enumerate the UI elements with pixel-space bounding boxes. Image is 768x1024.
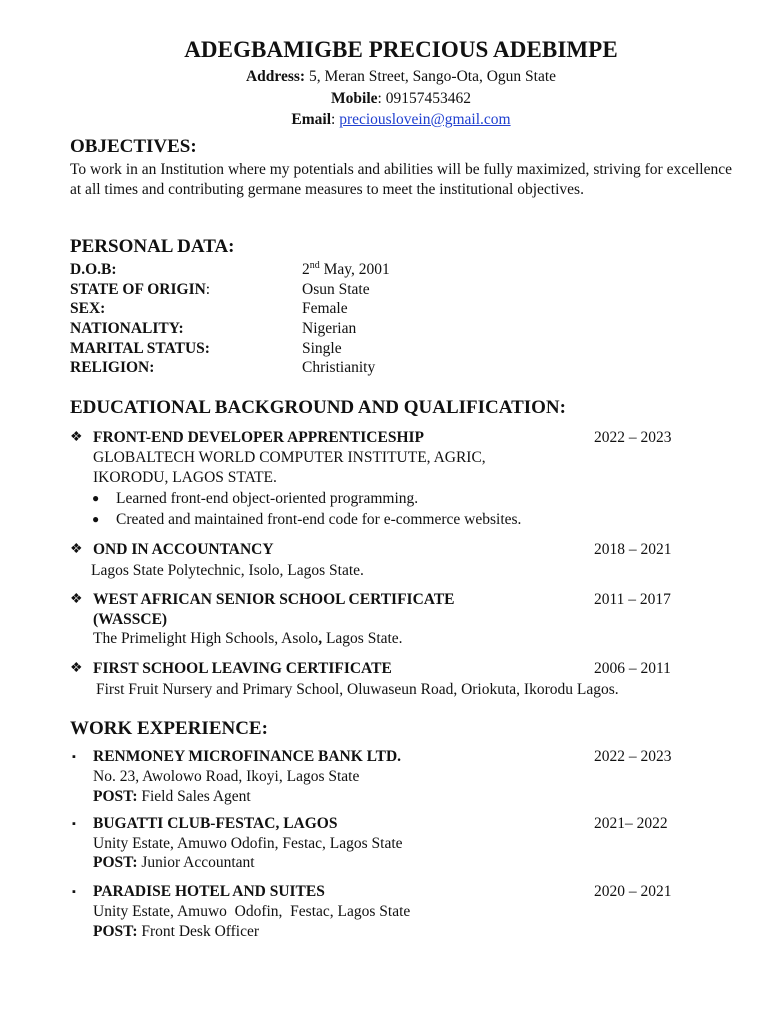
edu-item-3-years: 2011 – 2017 [594,591,671,608]
dob-day: 2 [302,261,310,278]
marital-status-label: MARITAL STATUS: [70,340,210,357]
dot-bullet-icon: ● [92,491,100,505]
square-bullet-icon: ▪ [72,886,76,898]
edu-item-3-title-2: (WASSCE) [93,611,168,628]
dob-value [302,260,390,280]
edu-item-3-comma: , [318,630,323,647]
work-experience-heading: WORK EXPERIENCE: [70,718,268,739]
job-1-address: No. 23, Awolowo Road, Ikoyi, Lagos State [93,768,360,785]
email-label: Email [291,111,332,128]
nationality-label: NATIONALITY: [70,320,184,337]
personal-data-heading: PERSONAL DATA: [70,236,235,257]
job-1-post [93,787,251,807]
email-line [0,110,768,130]
edu-item-3-line-1 [93,629,403,649]
address-line [0,67,768,87]
religion-label: RELIGION: [70,359,155,376]
state-of-origin-label-text: STATE OF ORIGIN [70,281,206,298]
square-bullet-icon: ▪ [72,751,76,763]
edu-item-2-line-1: Lagos State Polytechnic, Isolo, Lagos State. [91,562,364,579]
job-1-post-label: POST: [93,788,138,805]
job-1-post-value: Field Sales Agent [137,788,251,805]
edu-item-3-line-1b: Lagos State. [322,630,403,647]
dot-bullet-icon: ● [92,512,100,526]
sex-label: SEX: [70,300,106,317]
diamond-bullet-icon: ❖ [70,430,83,445]
job-1-years: 2022 – 2023 [594,748,672,765]
square-bullet-icon: ▪ [72,818,76,830]
dob-rest: May, 2001 [319,261,390,278]
job-2-title: BUGATTI CLUB-FESTAC, LAGOS [93,815,338,832]
edu-item-4-line-1: First Fruit Nursery and Primary School, Oluwaseun Road, Oriokuta, Ikorodu Lagos. [96,681,619,698]
page-title: ADEGBAMIGBE PRECIOUS ADEBIMPE [184,37,618,62]
marital-status-value: Single [302,340,342,357]
edu-item-1-point-2: Created and maintained front-end code for e-commerce websites. [116,511,522,528]
mobile-line [0,89,768,109]
edu-item-4-title: FIRST SCHOOL LEAVING CERTIFICATE [93,660,392,677]
objectives-heading: OBJECTIVES: [70,136,197,157]
diamond-bullet-icon: ❖ [70,592,83,607]
job-3-post-value: Front Desk Officer [137,923,260,940]
diamond-bullet-icon: ❖ [70,542,83,557]
job-3-post [93,922,259,942]
education-heading: EDUCATIONAL BACKGROUND AND QUALIFICATION: [70,397,566,418]
mobile-value: : 09157453462 [377,90,471,107]
state-of-origin-label [70,280,210,300]
mobile-label: Mobile [331,90,378,107]
edu-item-2-years: 2018 – 2021 [594,541,672,558]
job-1-title: RENMONEY MICROFINANCE BANK LTD. [93,748,402,765]
diamond-bullet-icon: ❖ [70,661,83,676]
email-separator: : [331,111,340,128]
edu-item-3-line-1a: The Primelight High Schools, Asolo [93,630,319,647]
edu-item-1-point-1: Learned front-end object-oriented programming. [116,490,419,507]
email-link[interactable]: preciouslovein@gmail.com [339,111,511,128]
edu-item-1-line-2: IKORODU, LAGOS STATE. [93,469,277,486]
job-3-post-label: POST: [93,923,138,940]
job-2-post [93,853,255,873]
address-label: Address: [245,68,306,85]
edu-item-1-line-1: GLOBALTECH WORLD COMPUTER INSTITUTE, AGRIC, [93,449,486,466]
state-of-origin-value: Osun State [302,281,370,298]
job-3-title: PARADISE HOTEL AND SUITES [93,883,325,900]
job-3-address: Unity Estate, Amuwo Odofin, Festac, Lagos State [93,903,411,920]
edu-item-4-years: 2006 – 2011 [594,660,671,677]
address-value: 5, Meran Street, Sango-Ota, Ogun State [305,68,557,85]
job-2-years: 2021– 2022 [594,815,668,832]
dob-day-suffix: nd [309,259,320,271]
nationality-value: Nigerian [302,320,357,337]
edu-item-2-title: OND IN ACCOUNTANCY [93,541,274,558]
job-2-address: Unity Estate, Amuwo Odofin, Festac, Lagos State [93,835,403,852]
objectives-text: To work in an Institution where my potentials and abilities will be fully maximized, striving for excellence at all times and contributing germane measures to meet the institutional objectives. [70,161,732,198]
religion-value: Christianity [302,359,376,376]
dob-label: D.O.B: [70,261,117,278]
job-2-post-value: Junior Accountant [137,854,255,871]
job-2-post-label: POST: [93,854,138,871]
job-3-years: 2020 – 2021 [594,883,672,900]
state-of-origin-colon: : [205,281,211,298]
edu-item-1-years: 2022 – 2023 [594,429,672,446]
edu-item-3-title: WEST AFRICAN SENIOR SCHOOL CERTIFICATE [93,591,455,608]
sex-value: Female [302,300,348,317]
edu-item-1-title: FRONT-END DEVELOPER APPRENTICESHIP [93,429,425,446]
